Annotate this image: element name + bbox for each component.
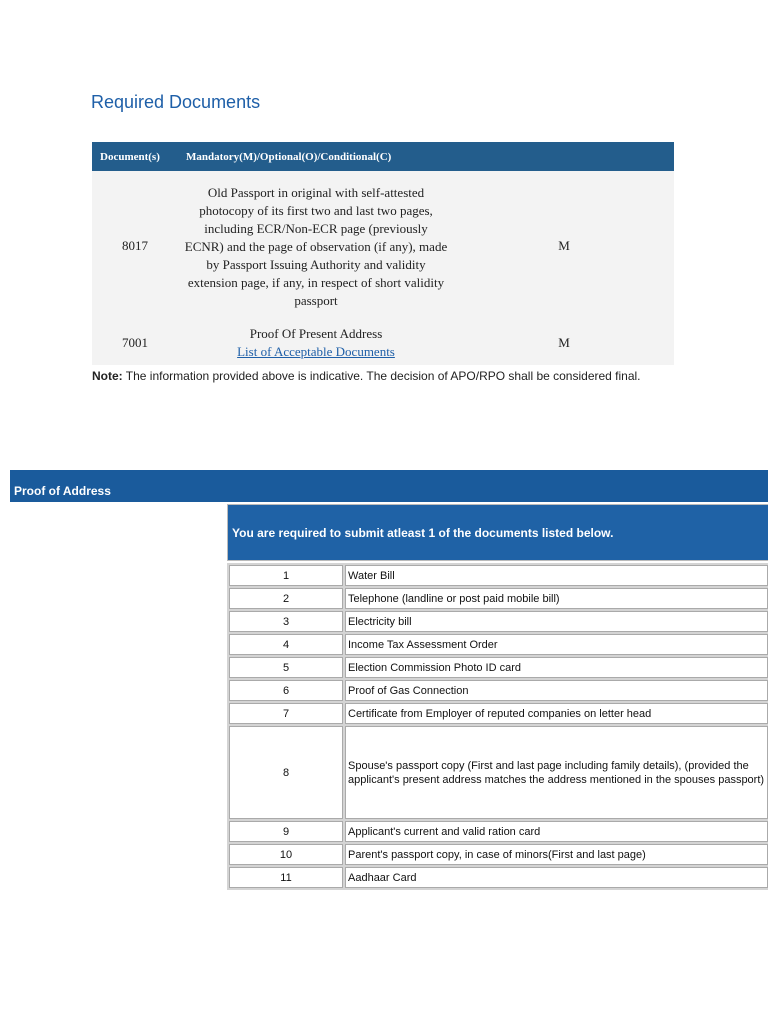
table-row — [229, 680, 768, 701]
document-code: 7001 — [92, 321, 178, 365]
table-row — [229, 611, 768, 632]
item-number: 2 — [229, 588, 343, 609]
table-row — [229, 634, 768, 655]
required-documents-table — [92, 142, 674, 365]
document-description: Old Passport in original with self-attested photocopy of its first two and last two pages, including ECR/Non-ECR page (previously ECNR) and the page of observation (if any), made by Passport Issuing Authority and validity extension page, if any, in respect of short validity passport — [178, 171, 454, 321]
item-text: Income Tax Assessment Order — [345, 634, 768, 655]
table-row — [229, 703, 768, 724]
note-text: The information provided above is indicative. The decision of APO/RPO shall be considered final. — [122, 369, 641, 383]
item-text: Telephone (landline or post paid mobile bill) — [345, 588, 768, 609]
document-description: Proof Of Present Address — [249, 326, 383, 341]
instruction-header — [227, 504, 768, 561]
address-documents-table — [227, 563, 768, 890]
item-text: Proof of Gas Connection — [345, 680, 768, 701]
proof-of-address-panel — [227, 504, 768, 890]
item-text: Aadhaar Card — [345, 867, 768, 888]
instruction-text: You are required to submit atleast 1 of the documents listed below. — [232, 526, 614, 540]
table-row — [92, 321, 674, 365]
document-description-cell — [178, 321, 454, 365]
item-text: Spouse's passport copy (First and last page including family details), (provided the applicant's present address matches the address mentioned in the spouses passport) — [345, 726, 768, 819]
document-status: M — [454, 171, 674, 321]
note — [92, 369, 641, 383]
acceptable-documents-link[interactable]: List of Acceptable Documents — [237, 344, 395, 359]
page-title: Required Documents — [91, 92, 261, 112]
note-label: Note: — [92, 369, 123, 383]
table-row — [229, 588, 768, 609]
document-status: M — [454, 321, 674, 365]
table-row — [229, 867, 768, 888]
item-number: 4 — [229, 634, 343, 655]
item-text: Election Commission Photo ID card — [345, 657, 768, 678]
table-row — [229, 726, 768, 819]
header-mandatory: Mandatory(M)/Optional(O)/Conditional(C) — [178, 142, 674, 171]
item-number: 9 — [229, 821, 343, 842]
table-row — [229, 657, 768, 678]
item-text: Electricity bill — [345, 611, 768, 632]
item-text: Parent's passport copy, in case of minors(First and last page) — [345, 844, 768, 865]
item-text: Applicant's current and valid ration card — [345, 821, 768, 842]
item-number: 1 — [229, 565, 343, 586]
item-number: 5 — [229, 657, 343, 678]
section-title: Proof of Address — [14, 484, 111, 498]
proof-of-address-bar — [10, 470, 768, 502]
table-row — [229, 821, 768, 842]
table-row — [229, 844, 768, 865]
item-number: 8 — [229, 726, 343, 819]
item-text: Water Bill — [345, 565, 768, 586]
table-row — [92, 171, 674, 321]
header-documents: Document(s) — [92, 142, 178, 171]
item-text: Certificate from Employer of reputed companies on letter head — [345, 703, 768, 724]
item-number: 10 — [229, 844, 343, 865]
item-number: 6 — [229, 680, 343, 701]
table-header-row — [92, 142, 674, 171]
item-number: 3 — [229, 611, 343, 632]
item-number: 7 — [229, 703, 343, 724]
table-row — [229, 565, 768, 586]
item-number: 11 — [229, 867, 343, 888]
document-code: 8017 — [92, 171, 178, 321]
